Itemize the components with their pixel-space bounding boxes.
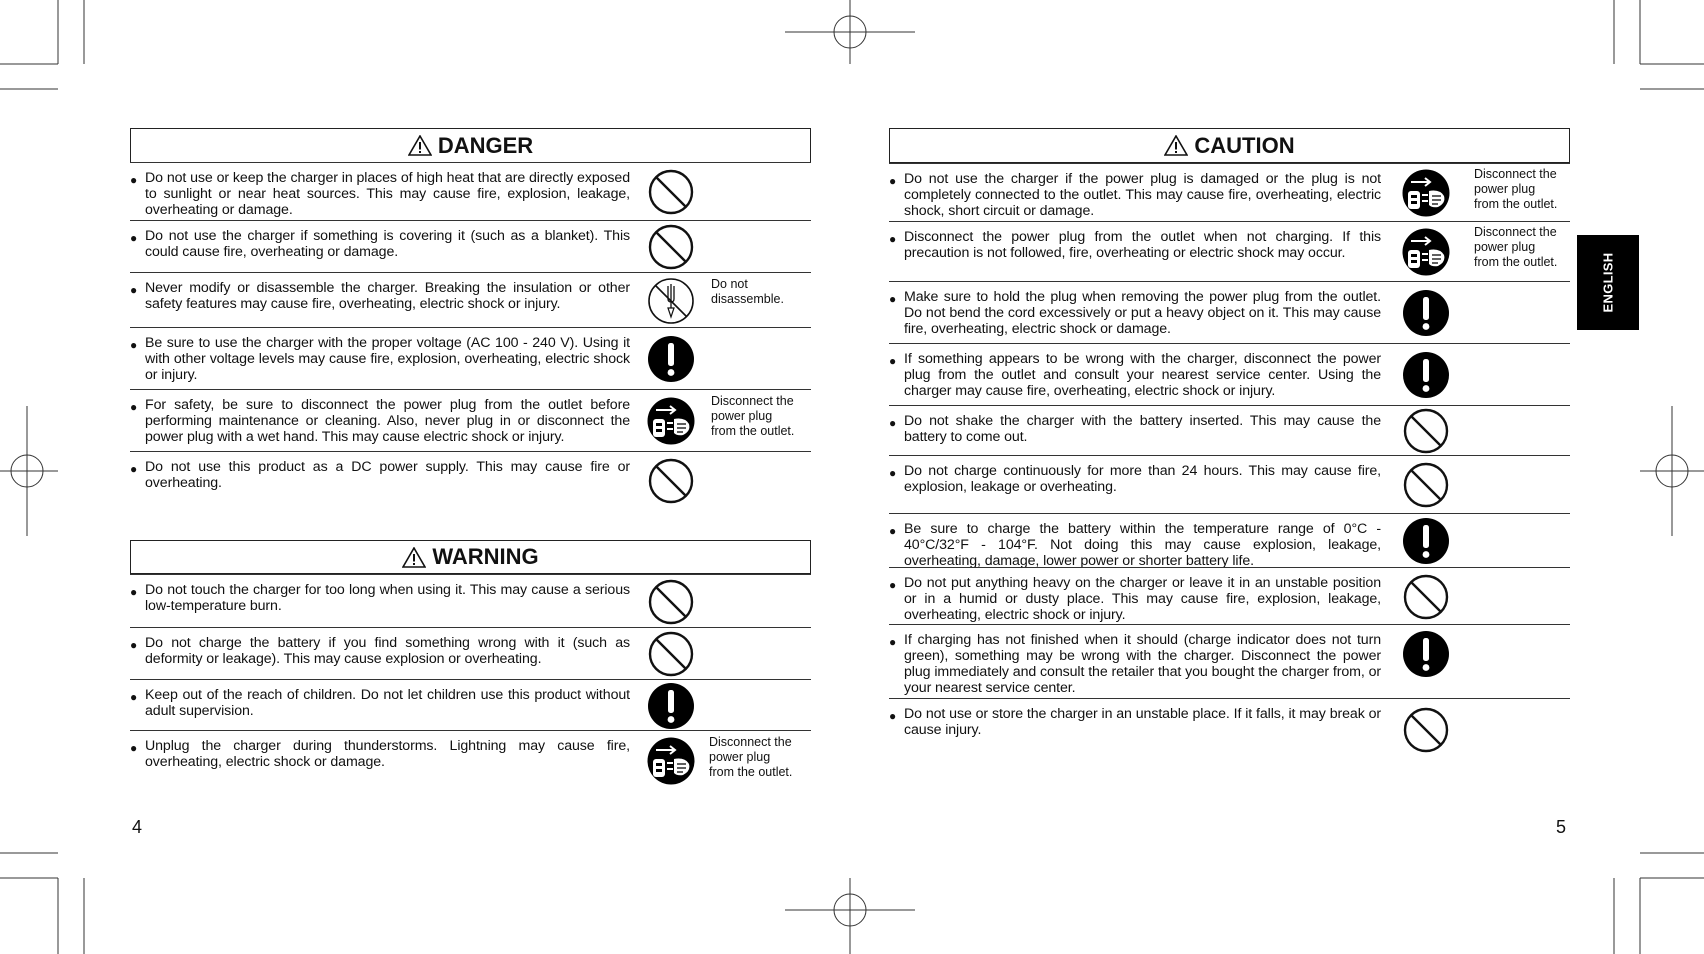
prohibited-icon	[647, 223, 695, 276]
danger-item	[130, 451, 811, 509]
unplug-icon	[647, 397, 695, 450]
bullet: ●	[889, 466, 897, 480]
danger-item	[130, 389, 811, 451]
bullet: ●	[130, 231, 138, 245]
bullet: ●	[130, 690, 138, 704]
caution-item-text: Do not shake the charger with the battery inserted. This may cause the battery to come out.	[904, 413, 1381, 445]
page-number-left: 4	[132, 817, 143, 837]
prohibited-icon	[647, 630, 695, 683]
prohibited-icon	[647, 578, 695, 631]
prohibited-icon	[1402, 407, 1450, 460]
warning-item-text: Do not charge the battery if you find something wrong with it (such as deformity or leakage). This may cause explosion or overheating.	[145, 635, 630, 667]
caution-item	[889, 567, 1570, 624]
warning-header	[130, 540, 811, 574]
bullet: ●	[130, 462, 138, 476]
caution-item-text: Be sure to charge the battery within the temperature range of 0°C - 40°C/32°F - 104°F. Not doing this may cause explosion, leakage, overheating, damage, lower power or shorter battery life.	[904, 521, 1381, 569]
warning-triangle-icon	[402, 547, 426, 568]
danger-item-text: For safety, be sure to disconnect the power plug from the outlet before performing maintenance or cleaning. Also, never plug in or disconnect the power plug with a wet hand. This may cause electric shock or injury.	[145, 397, 630, 445]
caution-item-text: Do not use the charger if the power plug is damaged or the plug is not completely connected to the outlet. This may cause fire, overheating, electric shock, short circuit or damage.	[904, 171, 1381, 219]
bullet: ●	[130, 741, 138, 755]
warning-item-text: Do not touch the charger for too long when using it. This may cause a serious low-temperature burn.	[145, 582, 630, 614]
danger-item-text: Never modify or disassemble the charger. Breaking the insulation or other safety features may cause fire, overheating, electric shock or injury.	[145, 280, 630, 312]
caution-item	[889, 163, 1570, 221]
bullet: ●	[130, 638, 138, 652]
caution-header	[889, 128, 1570, 163]
bullet: ●	[889, 578, 897, 592]
warning-item	[130, 679, 811, 730]
caution-item	[889, 343, 1570, 405]
caution-item	[889, 624, 1570, 698]
danger-item-text: Be sure to use the charger with the proper voltage (AC 100 - 240 V). Using it with other voltage levels may cause fire, explosion, overheating, electric shock or injury.	[145, 335, 630, 383]
bullet: ●	[889, 174, 897, 188]
danger-header	[130, 128, 811, 163]
caution-item	[889, 221, 1570, 281]
warning-triangle-icon	[1164, 135, 1188, 156]
bullet: ●	[130, 400, 138, 414]
prohibited-icon	[1402, 461, 1450, 514]
bullet: ●	[889, 354, 897, 368]
unplug-icon	[1402, 228, 1450, 281]
caution-item-text: If charging has not finished when it should (charge indicator does not turn green), something may be wrong with the charger. Disconnect the power plug immediately and consult the retailer that you bought the charger from, or your nearest service center.	[904, 632, 1381, 696]
page-number-right: 5	[1556, 817, 1567, 837]
language-tab-label: ENGLISH	[1600, 252, 1616, 313]
danger-item	[130, 220, 811, 272]
mandatory-icon	[1402, 517, 1450, 570]
mandatory-icon	[647, 335, 695, 388]
prohibited-icon	[647, 168, 695, 221]
danger-item	[130, 327, 811, 389]
danger-title: DANGER	[437, 132, 534, 158]
caution-item-text: Do not use or store the charger in an unstable place. If it falls, it may break or cause injury.	[904, 706, 1381, 738]
mandatory-icon	[1402, 630, 1450, 683]
mandatory-icon	[1402, 289, 1450, 342]
caution-item	[889, 698, 1570, 756]
danger-item-text: Do not use the charger if something is covering it (such as a blanket). This could cause fire, overheating or damage.	[145, 228, 630, 260]
bullet: ●	[889, 524, 897, 538]
bullet: ●	[889, 635, 897, 649]
bullet: ●	[889, 709, 897, 723]
bullet: ●	[130, 173, 138, 187]
danger-item	[130, 272, 811, 327]
warning-triangle-icon	[408, 135, 432, 156]
do-not-disassemble-icon	[647, 277, 695, 330]
bullet: ●	[130, 338, 138, 352]
bullet: ●	[889, 232, 897, 246]
caution-item-text: Do not charge continuously for more than 24 hours. This may cause fire, explosion, leakage or overheating.	[904, 463, 1381, 495]
warning-item	[130, 574, 811, 627]
warning-item-text: Unplug the charger during thunderstorms. Lightning may cause fire, overheating, electric shock or damage.	[145, 738, 630, 770]
prohibited-icon	[1402, 706, 1450, 759]
bullet: ●	[889, 416, 897, 430]
icon-caption: Disconnect the power plug from the outlet.	[1474, 167, 1558, 212]
mandatory-icon	[647, 682, 695, 735]
icon-caption: Do not disassemble.	[711, 277, 784, 307]
icon-caption: Disconnect the power plug from the outlet.	[709, 735, 793, 780]
mandatory-icon	[1402, 351, 1450, 404]
caution-item-text: Disconnect the power plug from the outlet when not charging. If this precaution is not followed, fire, overheating or electric shock may occur.	[904, 229, 1381, 261]
caution-item-text: Do not put anything heavy on the charger or leave it in an unstable position or in a humid or dusty place. This may cause fire, explosion, leakage, overheating, electric shock or injury.	[904, 575, 1381, 623]
danger-item-text: Do not use or keep the charger in places of high heat that are directly exposed to sunlight or near heat sources. This may cause fire, explosion, leakage, overheating or damage.	[145, 170, 630, 218]
caution-item	[889, 405, 1570, 455]
bullet: ●	[130, 585, 138, 599]
warning-title: WARNING	[432, 544, 539, 569]
caution-item	[889, 455, 1570, 513]
caution-item	[889, 281, 1570, 343]
bullet: ●	[130, 283, 138, 297]
prohibited-icon	[647, 457, 695, 510]
prohibited-icon	[1402, 573, 1450, 626]
caution-item-text: Make sure to hold the plug when removing the power plug from the outlet. Do not bend the cord excessively or put a heavy object on it. This may cause fire, overheating, electric shock or damage.	[904, 289, 1381, 337]
caution-item	[889, 513, 1570, 567]
unplug-icon	[647, 737, 695, 790]
icon-caption: Disconnect the power plug from the outlet.	[711, 394, 795, 439]
language-tab	[1577, 235, 1639, 330]
bullet: ●	[889, 292, 897, 306]
danger-item-text: Do not use this product as a DC power supply. This may cause fire or overheating.	[145, 459, 630, 491]
warning-item	[130, 627, 811, 679]
unplug-icon	[1402, 169, 1450, 222]
caution-title: CAUTION	[1194, 132, 1295, 158]
warning-item	[130, 730, 811, 790]
warning-item-text: Keep out of the reach of children. Do not let children use this product without adult supervision.	[145, 687, 630, 719]
danger-item	[130, 162, 811, 220]
caution-item-text: If something appears to be wrong with the charger, disconnect the power plug from the outlet and consult your nearest service center. Using the charger may cause fire, overheating, electric shock or injury.	[904, 351, 1381, 399]
icon-caption: Disconnect the power plug from the outlet.	[1474, 225, 1558, 270]
